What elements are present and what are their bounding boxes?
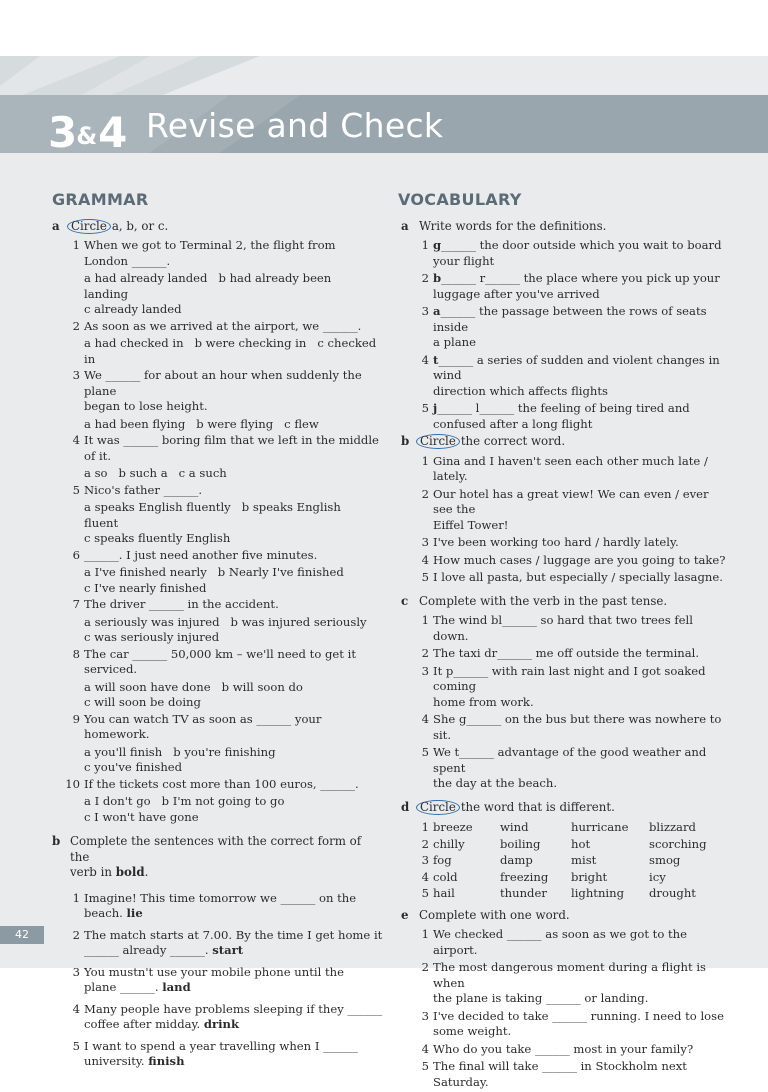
answer-option: c already landed bbox=[84, 302, 182, 316]
vocab-item bbox=[401, 646, 731, 662]
item-text: Gina and I haven't seen each other much late / lately. bbox=[433, 453, 708, 483]
question-text: Nico's father ______. bbox=[84, 482, 203, 497]
item-text-continued: the day at the beach. bbox=[433, 776, 558, 790]
answer-option: c will soon be doing bbox=[84, 695, 201, 709]
word-option: mist bbox=[571, 853, 597, 867]
grammar-a-instruction: a Circle a, b, or c. bbox=[52, 218, 169, 233]
item-text-continued: Eiffel Tower! bbox=[433, 517, 509, 532]
word-row bbox=[401, 836, 707, 853]
bold-verb: drink bbox=[203, 1017, 239, 1031]
vocab-a-list bbox=[401, 238, 731, 432]
answer-option: a will soon have done bbox=[84, 679, 211, 694]
item-line bbox=[433, 535, 731, 551]
exercise-letter: d bbox=[401, 799, 410, 814]
item-number: 2 bbox=[421, 486, 429, 501]
sentence-text-end: plane ______. bbox=[84, 980, 163, 994]
item-number: 1 bbox=[421, 927, 429, 941]
word-option: damp bbox=[500, 853, 533, 867]
exercise-letter: c bbox=[401, 593, 409, 608]
question-item bbox=[52, 597, 384, 613]
answer-option: a so bbox=[84, 466, 108, 480]
question-item bbox=[52, 433, 384, 464]
item-text: I love all pasta, but especially / specially lasagne. bbox=[433, 570, 723, 584]
answer-option: a you'll finish bbox=[84, 744, 163, 759]
item-number: 3 bbox=[421, 535, 429, 549]
sentence-text-end: beach. bbox=[84, 906, 127, 920]
vocab-item bbox=[401, 927, 731, 958]
word-option: drought bbox=[649, 886, 696, 900]
answer-option: c was seriously injured bbox=[84, 630, 220, 644]
bold-verb: land bbox=[162, 980, 191, 994]
circle-annotation: Circle bbox=[67, 219, 111, 234]
vocabulary-heading: VOCABULARY bbox=[398, 190, 522, 209]
vocabulary-column bbox=[398, 190, 731, 1092]
first-letter-hint: g bbox=[433, 238, 442, 252]
question-text: We ______ for about an hour when suddenly the plane bbox=[84, 368, 362, 398]
answer-option: a seriously was injured bbox=[84, 614, 220, 629]
answer-option: a I don't go bbox=[84, 794, 151, 808]
question-number: 7 bbox=[72, 597, 80, 611]
item-text: She g______ on the bus but there was nowhere to sit. bbox=[433, 712, 722, 742]
vocab-item bbox=[401, 570, 731, 586]
item-line bbox=[433, 238, 731, 254]
word-row bbox=[401, 869, 707, 886]
odd-one-out-table bbox=[401, 819, 707, 902]
question-number: 9 bbox=[72, 711, 80, 726]
exercise-letter: b bbox=[52, 834, 61, 848]
item-number: 3 bbox=[421, 1008, 429, 1023]
answer-options-row bbox=[84, 680, 384, 696]
vocab-b-instruction: b Circle the correct word. bbox=[401, 434, 566, 448]
row-number: 2 bbox=[421, 836, 429, 851]
answer-option: b you're finishing bbox=[173, 744, 276, 759]
item-line bbox=[433, 271, 731, 287]
item-line bbox=[433, 401, 731, 417]
answer-options-row bbox=[84, 500, 384, 531]
question-text: If the tickets cost more than 100 euros, ______. bbox=[84, 776, 359, 791]
vocab-e-instruction: e Complete with one word. bbox=[401, 907, 570, 922]
item-number: 5 bbox=[421, 401, 429, 415]
vocab-item bbox=[401, 613, 731, 644]
vocab-a-instruction: a Write words for the definitions. bbox=[401, 218, 607, 233]
vocab-item bbox=[401, 353, 731, 400]
item-text: The taxi dr______ me off outside the terminal. bbox=[433, 646, 700, 660]
sentence-item bbox=[52, 928, 384, 959]
item-number: 5 bbox=[421, 745, 429, 759]
answer-options bbox=[52, 336, 384, 367]
answer-option: c I won't have gone bbox=[84, 809, 199, 824]
sentence-number: 1 bbox=[72, 890, 80, 905]
item-number: 5 bbox=[421, 1059, 429, 1073]
answer-options-row bbox=[84, 794, 384, 810]
first-letter-hint: t bbox=[433, 352, 439, 367]
item-number: 1 bbox=[421, 453, 429, 468]
answer-option: c you've finished bbox=[84, 760, 183, 774]
circle-annotation: Circle bbox=[416, 434, 460, 449]
exercise-letter: a bbox=[52, 218, 60, 233]
question-number: 2 bbox=[72, 318, 80, 333]
item-number: 4 bbox=[421, 352, 429, 367]
answer-options bbox=[52, 615, 384, 646]
answer-options-row bbox=[84, 531, 384, 547]
bold-verb: lie bbox=[126, 906, 143, 920]
bold-verb: start bbox=[212, 943, 244, 957]
answer-option: c I've nearly finished bbox=[84, 580, 207, 595]
item-text: It p______ with rain last night and I got soaked coming bbox=[433, 663, 706, 693]
word-option: scorching bbox=[649, 836, 707, 851]
answer-options-row bbox=[84, 760, 384, 776]
sentence-text-end: university. bbox=[84, 1054, 149, 1068]
answer-option: b such a bbox=[118, 466, 168, 480]
vocab-b-list bbox=[401, 454, 731, 586]
item-line bbox=[433, 745, 731, 776]
item-text-continued: home from work. bbox=[433, 694, 534, 709]
answer-option: b had already been landing bbox=[84, 271, 332, 301]
page-number: 42 bbox=[0, 926, 44, 944]
sentence-number: 3 bbox=[72, 964, 80, 979]
answer-option: b I'm not going to go bbox=[161, 794, 285, 808]
sentence-text-continued bbox=[84, 1054, 384, 1070]
sentence-number: 2 bbox=[72, 927, 80, 942]
item-number: 5 bbox=[421, 570, 429, 584]
row-number: 5 bbox=[421, 886, 429, 900]
vocab-item bbox=[401, 271, 731, 302]
workbook-page bbox=[0, 56, 768, 1089]
item-line bbox=[433, 454, 731, 485]
word-option: hurricane bbox=[571, 820, 629, 834]
sentence-text-continued bbox=[84, 943, 384, 959]
answer-option: b will soon do bbox=[221, 679, 303, 694]
question-text: You can watch TV as soon as ______ your homework. bbox=[84, 711, 322, 741]
word-option: lightning bbox=[571, 886, 625, 900]
item-text: ______ a series of sudden and violent changes in wind bbox=[433, 352, 720, 382]
answer-option: b was injured seriously bbox=[230, 614, 367, 629]
word-option: cold bbox=[433, 869, 458, 884]
unit-number: 3&4 bbox=[48, 108, 126, 157]
vocab-item bbox=[401, 553, 731, 569]
answer-option: c speaks fluently English bbox=[84, 531, 231, 545]
item-line bbox=[433, 960, 731, 991]
item-line bbox=[433, 664, 731, 695]
vocab-item bbox=[401, 1009, 731, 1040]
vocab-e-list bbox=[401, 927, 731, 1090]
answer-options bbox=[52, 680, 384, 711]
word-option: blizzard bbox=[649, 820, 696, 834]
question-text: When we got to Terminal 2, the flight from bbox=[84, 238, 336, 252]
answer-option: a had checked in bbox=[84, 336, 184, 350]
sentence-text-end: ______ already ______. bbox=[84, 943, 213, 957]
answer-options bbox=[52, 271, 384, 318]
answer-options bbox=[52, 565, 384, 596]
item-text: We t______ advantage of the good weather and spent bbox=[433, 745, 707, 775]
vocab-item bbox=[401, 535, 731, 551]
sentence-number: 5 bbox=[72, 1038, 80, 1053]
vocab-c-instruction: c Complete with the verb in the past tense. bbox=[401, 593, 668, 608]
item-number: 4 bbox=[421, 552, 429, 567]
answer-option: b were flying bbox=[196, 416, 274, 431]
item-number: 1 bbox=[421, 238, 429, 252]
answer-options-row bbox=[84, 302, 384, 318]
item-text: I've been working too hard / hardly lately. bbox=[433, 535, 679, 549]
question-number: 3 bbox=[72, 368, 80, 382]
word-row bbox=[401, 885, 707, 902]
item-line bbox=[433, 1059, 731, 1090]
word-row bbox=[401, 852, 707, 869]
item-line bbox=[433, 553, 731, 569]
vocab-c-list bbox=[401, 613, 731, 792]
item-text-continued: the plane is taking ______ or landing. bbox=[433, 991, 649, 1005]
row-number: 3 bbox=[421, 853, 429, 867]
word-option: chilly bbox=[433, 836, 465, 851]
item-number: 1 bbox=[421, 613, 429, 627]
sentence-text: You mustn't use your mobile phone until the bbox=[84, 964, 344, 979]
vocab-item bbox=[401, 712, 731, 743]
item-text: ______ l______ the feeling of being tired and bbox=[437, 401, 690, 415]
item-number: 2 bbox=[421, 646, 429, 660]
answer-options bbox=[52, 417, 384, 433]
answer-option: a had already landed bbox=[84, 271, 208, 285]
question-item bbox=[52, 319, 384, 335]
answer-options-row bbox=[84, 810, 384, 826]
item-text-continued: your flight bbox=[433, 253, 495, 268]
question-number: 5 bbox=[72, 482, 80, 497]
word-row bbox=[401, 819, 707, 836]
row-number: 4 bbox=[421, 869, 429, 884]
item-text: ______ the passage between the rows of seats inside bbox=[433, 304, 707, 334]
sentence-text: The match starts at 7.00. By the time I get home it bbox=[84, 927, 383, 942]
word-option: fog bbox=[433, 853, 452, 867]
sentence-text: Many people have problems sleeping if they ______ bbox=[84, 1001, 383, 1016]
answer-options-row bbox=[84, 581, 384, 597]
word-option: wind bbox=[500, 820, 529, 834]
item-text: I've decided to take ______ running. I need to lose bbox=[433, 1008, 724, 1023]
sentence-text-end: coffee after midday. bbox=[84, 1017, 204, 1031]
row-number: 1 bbox=[421, 820, 429, 834]
grammar-heading: GRAMMAR bbox=[52, 190, 149, 209]
item-line bbox=[433, 353, 731, 384]
item-number: 3 bbox=[421, 304, 429, 318]
question-item bbox=[52, 483, 384, 499]
grammar-b-instruction: b Complete the sentences with the correct form of the verb in bold. bbox=[52, 834, 362, 879]
question-item bbox=[52, 368, 384, 415]
sentence-text-continued bbox=[84, 906, 384, 922]
answer-options bbox=[52, 500, 384, 547]
vocab-item bbox=[401, 1059, 731, 1090]
question-item bbox=[52, 712, 384, 743]
page-title: Revise and Check bbox=[146, 106, 444, 145]
question-number: 4 bbox=[72, 433, 80, 447]
grammar-a-list bbox=[52, 238, 384, 826]
item-line bbox=[433, 927, 731, 958]
answer-options-row bbox=[84, 615, 384, 631]
answer-options bbox=[52, 794, 384, 825]
question-number: 10 bbox=[65, 776, 80, 791]
vocab-d-instruction: d Circle the word that is different. bbox=[401, 799, 615, 814]
answer-options-row bbox=[84, 695, 384, 711]
item-number: 2 bbox=[421, 271, 429, 285]
word-option: smog bbox=[649, 853, 681, 867]
item-line bbox=[433, 304, 731, 335]
vocab-item bbox=[401, 1042, 731, 1058]
question-item bbox=[52, 647, 384, 678]
vocab-item bbox=[401, 960, 731, 1007]
item-text: The wind bl______ so hard that two trees fell down. bbox=[433, 613, 693, 643]
answer-options-row bbox=[84, 630, 384, 646]
answer-option: b speaks English fluent bbox=[84, 500, 341, 530]
item-text-continued: direction which affects flights bbox=[433, 383, 609, 398]
question-text: began to lose height. bbox=[84, 399, 208, 413]
item-line bbox=[433, 646, 731, 662]
question-text: London ______. bbox=[84, 253, 171, 268]
word-option: breeze bbox=[433, 820, 473, 834]
item-text: ______ r______ the place where you pick up your bbox=[441, 271, 720, 285]
question-number: 1 bbox=[72, 238, 80, 252]
item-text-continued: a plane bbox=[433, 335, 476, 349]
sentence-text-continued bbox=[84, 980, 384, 996]
sentence-item bbox=[52, 1002, 384, 1033]
answer-option: a I've finished nearly bbox=[84, 565, 207, 579]
sentence-text-continued bbox=[84, 1017, 384, 1033]
grammar-b-list bbox=[52, 891, 384, 1070]
circle-annotation: Circle bbox=[416, 800, 460, 815]
answer-options-row bbox=[84, 271, 384, 302]
item-line bbox=[433, 487, 731, 518]
answer-options-row bbox=[84, 466, 384, 482]
answer-option: a had been flying bbox=[84, 416, 186, 431]
answer-option: a speaks English fluently bbox=[84, 500, 231, 514]
item-text: Who do you take ______ most in your family? bbox=[433, 1041, 694, 1056]
vocab-item bbox=[401, 238, 731, 269]
item-number: 2 bbox=[421, 960, 429, 974]
answer-options-row bbox=[84, 565, 384, 581]
question-text: The driver ______ in the accident. bbox=[84, 597, 279, 611]
sentence-item bbox=[52, 965, 384, 996]
item-text: The final will take ______ in Stockholm next Saturday. bbox=[433, 1059, 687, 1089]
item-number: 3 bbox=[421, 663, 429, 678]
vocab-item bbox=[401, 664, 731, 711]
item-line bbox=[433, 570, 731, 586]
vocab-item bbox=[401, 454, 731, 485]
question-item bbox=[52, 238, 384, 269]
answer-options bbox=[52, 745, 384, 776]
word-option: thunder bbox=[500, 886, 547, 900]
answer-option: b were checking in bbox=[194, 336, 307, 350]
question-text: As soon as we arrived at the airport, we ______. bbox=[84, 318, 362, 333]
grammar-column bbox=[52, 192, 384, 1076]
answer-option: c a such bbox=[178, 466, 227, 480]
question-text: It was ______ boring film that we left in the middle of it. bbox=[84, 433, 379, 463]
answer-option: c checked in bbox=[84, 336, 377, 366]
question-text: ______. I just need another five minutes. bbox=[84, 547, 318, 562]
question-number: 8 bbox=[72, 646, 80, 661]
header-light-rays bbox=[0, 56, 768, 96]
item-text: The most dangerous moment during a flight is when bbox=[433, 960, 707, 990]
sentence-item bbox=[52, 891, 384, 922]
sentence-item bbox=[52, 1039, 384, 1070]
vocab-item bbox=[401, 745, 731, 792]
question-number: 6 bbox=[72, 547, 80, 562]
word-option: hot bbox=[571, 836, 591, 851]
bold-verb: finish bbox=[148, 1054, 185, 1068]
vocab-item bbox=[401, 401, 731, 432]
answer-options bbox=[52, 466, 384, 482]
item-line bbox=[433, 712, 731, 743]
exercise-letter: b bbox=[401, 434, 410, 448]
answer-options-row bbox=[84, 745, 384, 761]
item-line bbox=[433, 1042, 731, 1058]
item-number: 4 bbox=[421, 1041, 429, 1056]
answer-options-row bbox=[84, 336, 384, 367]
sentence-text: I want to spend a year travelling when I ______ bbox=[84, 1038, 358, 1053]
vocab-item bbox=[401, 304, 731, 351]
word-option: hail bbox=[433, 886, 455, 900]
item-text-continued: luggage after you've arrived bbox=[433, 286, 600, 301]
question-item bbox=[52, 777, 384, 793]
answer-option: b Nearly I've finished bbox=[217, 565, 344, 579]
first-letter-hint: j bbox=[433, 401, 438, 415]
answer-options-row bbox=[84, 417, 384, 433]
word-option: icy bbox=[649, 869, 666, 884]
word-option: bright bbox=[571, 869, 608, 884]
question-text: The car ______ 50,000 km – we'll need to get it serviced. bbox=[84, 646, 356, 676]
item-number: 4 bbox=[421, 712, 429, 726]
exercise-letter: e bbox=[401, 907, 409, 922]
question-item bbox=[52, 548, 384, 564]
vocab-item bbox=[401, 487, 731, 534]
sentence-text: Imagine! This time tomorrow we ______ on the bbox=[84, 890, 357, 905]
exercise-letter: a bbox=[401, 218, 409, 233]
item-text: ______ the door outside which you wait to board bbox=[441, 238, 722, 252]
first-letter-hint: a bbox=[433, 304, 441, 318]
item-text: We checked ______ as soon as we got to the airport. bbox=[433, 927, 687, 957]
item-text-continued: confused after a long flight bbox=[433, 416, 593, 431]
item-line bbox=[433, 1009, 731, 1025]
item-text: How much cases / luggage are you going to take? bbox=[433, 552, 726, 567]
item-text: Our hotel has a great view! We can even / ever see the bbox=[433, 486, 709, 516]
item-text-continued: some weight. bbox=[433, 1024, 512, 1038]
first-letter-hint: b bbox=[433, 271, 442, 285]
sentence-number: 4 bbox=[72, 1001, 80, 1016]
answer-option: c flew bbox=[284, 416, 319, 431]
item-line bbox=[433, 613, 731, 644]
word-option: boiling bbox=[500, 836, 541, 851]
word-option: freezing bbox=[500, 869, 549, 884]
